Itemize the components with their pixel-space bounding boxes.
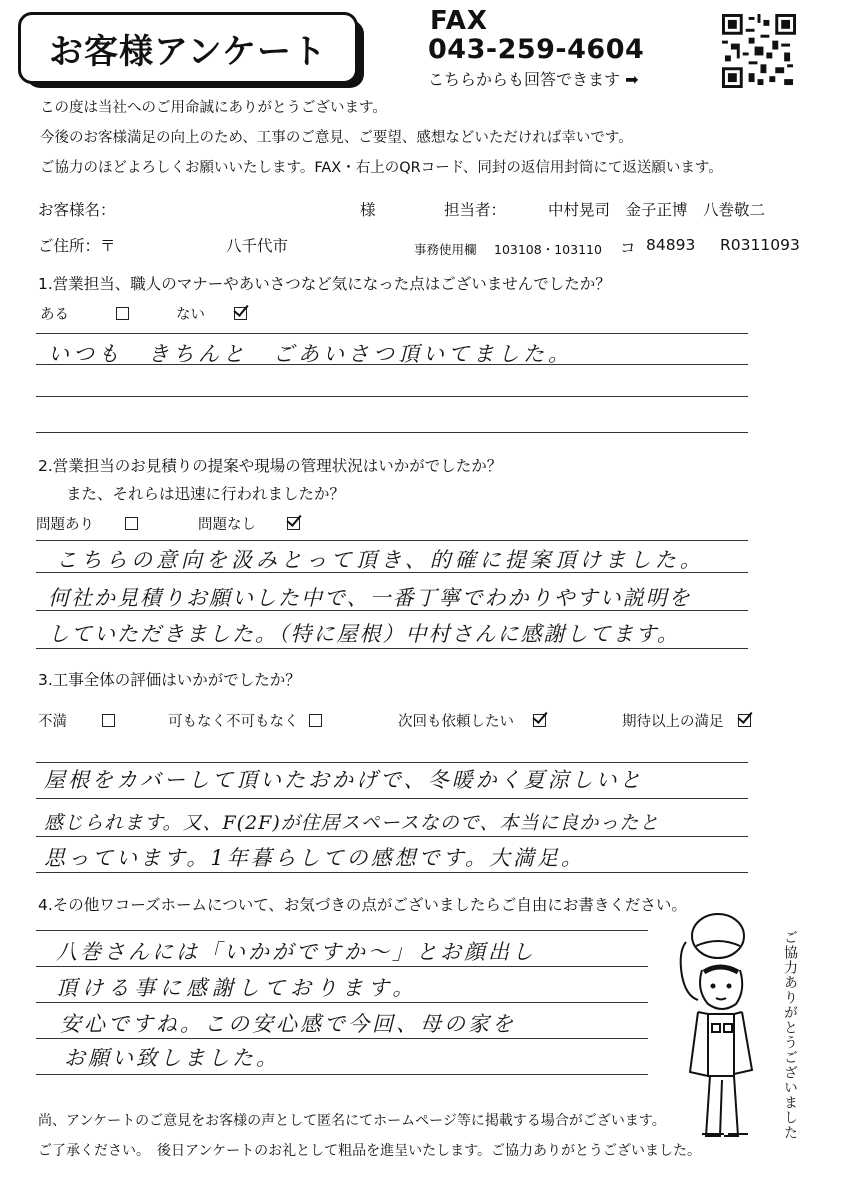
customer-name-label: お客様名：	[38, 201, 116, 219]
q2-answer-2: 何社か見積りお願いした中で、一番丁寧でわかりやすい説明を	[48, 586, 692, 610]
q3-option-kamonaku[interactable]	[168, 710, 322, 731]
footer-line-1: 尚、アンケートのご意見をお客様の声として匿名にてホームページ等に掲載する場合がございます。	[38, 1113, 666, 1129]
q1-option-aru[interactable]	[40, 303, 129, 324]
q1-question: 1.営業担当、職人のマナーやあいさつなど気になった点はございませんでしたか？	[38, 275, 611, 293]
qr-code-icon[interactable]	[722, 14, 796, 88]
q2-option-mondai-nashi[interactable]	[198, 513, 300, 534]
q3-answer-1: 屋根をカバーして頂いたおかげで、冬暖かく夏涼しいと	[44, 768, 644, 792]
q3-option-kitai[interactable]	[622, 710, 751, 731]
answer-line	[36, 1002, 648, 1003]
intro-line-1: この度は当社へのご用命誠にありがとうございます。	[40, 100, 387, 116]
q2-question-2: また、それらは迅速に行われましたか？	[66, 485, 346, 503]
page-title: お客様アンケート	[18, 12, 358, 84]
option-label: 問題あり	[36, 517, 94, 533]
option-label: ある	[40, 307, 69, 323]
q3-option-fuman[interactable]	[38, 710, 115, 731]
option-label: 不満	[38, 714, 67, 730]
answer-line	[36, 648, 748, 649]
fax-label: FAX	[430, 6, 488, 36]
answer-line	[36, 432, 748, 433]
checkbox-checked[interactable]	[533, 714, 546, 727]
fax-note: こちらからも回答できます ➡	[428, 70, 639, 89]
checkbox[interactable]	[125, 517, 138, 530]
intro-line-2: 今後のお客様満足の向上のため、工事のご意見、ご要望、感想などいただければ幸いです。	[40, 130, 633, 146]
code-number: 84893	[646, 236, 696, 254]
r-code: R0311093	[720, 236, 800, 254]
staff-label: 担当者：	[444, 201, 507, 219]
staff-names: 中村晃司 金子正博 八巻敬二	[548, 201, 766, 219]
answer-line	[36, 798, 748, 799]
q3-question: 3.工事全体の評価はいかがでしたか？	[38, 671, 301, 689]
q2-option-mondai-ari[interactable]	[36, 513, 138, 534]
option-label: 可もなく不可もなく	[168, 714, 299, 730]
q2-question: 2.営業担当のお見積りの提案や現場の管理状況はいかがでしたか？	[38, 457, 503, 475]
answer-line	[36, 333, 748, 334]
address-label: ご住所：〒	[38, 237, 116, 255]
q3-answer-2: 感じられます。又、F(2F)が住居スペースなので、本当に良かったと	[44, 812, 660, 834]
fax-number: 043-259-4604	[428, 34, 645, 65]
q4-question: 4.その他ワコーズホームについて、お気づきの点がございましたらご自由にお書きください。	[38, 896, 687, 914]
answer-line	[36, 540, 748, 541]
office-use-label: 事務使用欄	[414, 242, 477, 257]
checkbox[interactable]	[102, 714, 115, 727]
answer-line	[36, 1074, 648, 1075]
answer-line	[36, 762, 748, 763]
checkbox[interactable]	[309, 714, 322, 727]
q4-answer-3: 安心ですね。この安心感で今回、母の家を	[60, 1012, 516, 1036]
q2-answer-1: こちらの意向を汲みとって頂き、的確に提案頂けました。	[56, 548, 705, 572]
q2-answer-3: していただきました。（特に屋根）中村さんに感謝してます。	[48, 622, 680, 646]
answer-line	[36, 610, 748, 611]
answer-line	[36, 872, 748, 873]
q1-answer-1: いつも きちんと ごあいさつ頂いてました。	[48, 342, 573, 366]
checkbox-checked[interactable]	[234, 307, 247, 320]
title-badge	[18, 12, 370, 94]
worker-illustration-icon	[650, 906, 780, 1146]
q4-answer-2: 頂ける事に感謝しております。	[56, 976, 419, 1000]
q3-answer-3: 思っています。1年暮らしての感想です。大満足。	[44, 846, 585, 870]
intro-line-3: ご協力のほどよろしくお願いいたします。FAX・右上のQRコード、同封の返信用封筒にて返送願います。	[40, 160, 723, 176]
sama-label: 様	[360, 201, 376, 219]
answer-line	[36, 396, 748, 397]
answer-line	[36, 836, 748, 837]
q4-answer-4: お願い致しました。	[64, 1046, 280, 1070]
option-label: 次回も依頼したい	[398, 714, 514, 730]
checkbox-checked[interactable]	[287, 517, 300, 530]
office-codes: 103108・103110	[494, 242, 602, 257]
q4-answer-1: 八巻さんには「いかがですか～」とお顔出し	[56, 940, 536, 964]
checkbox-checked[interactable]	[738, 714, 751, 727]
thank-you-side-note: ご協力ありがとうございました	[782, 930, 798, 1140]
answer-line	[36, 930, 648, 931]
code-symbol: コ	[620, 239, 636, 257]
option-label: ない	[176, 307, 205, 323]
q3-option-jikai[interactable]	[398, 710, 546, 731]
checkbox[interactable]	[116, 307, 129, 320]
q1-option-nai[interactable]	[176, 303, 247, 324]
answer-line	[36, 364, 748, 365]
option-label: 問題なし	[198, 517, 256, 533]
answer-line	[36, 966, 648, 967]
answer-line	[36, 1038, 648, 1039]
footer-line-2: ご了承ください。 後日アンケートのお礼として粗品を進呈いたします。ご協力ありがとうございました。	[38, 1143, 702, 1159]
answer-line	[36, 572, 748, 573]
address-value: 八千代市	[226, 237, 289, 255]
option-label: 期待以上の満足	[622, 714, 724, 730]
